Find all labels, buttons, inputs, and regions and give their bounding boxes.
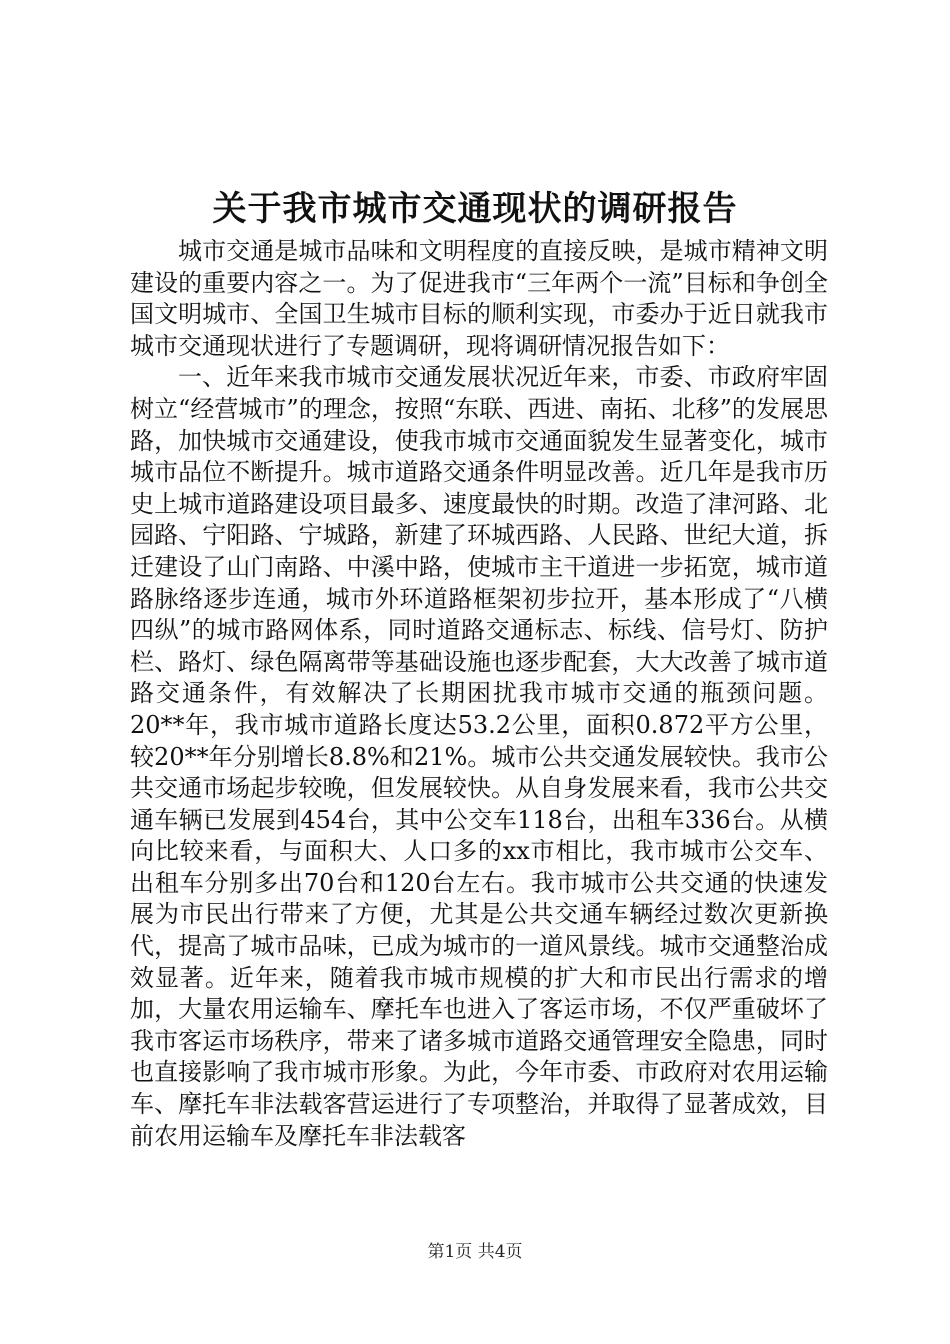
document-title: 关于我市城市交通现状的调研报告	[212, 189, 738, 229]
section-one-paragraph: 一、近年来我市城市交通发展状况近年来，市委、市政府牢固树立“经营城市”的理念，按照“东联、西进、南拓、北移”的发展思路，加快城市交通建设，使我市城市交通面貌发生显著变化，城市城市品位不断提升。城市道路交通条件明显改善。近几年是我市历史上城市道路建设项目最多、速度最快的时期。改造了津河路、北园路、宁阳路、宁城路，新建了环城西路、人民路、世纪大道，拆迁建设了山门南路、中溪中路，使城市主干道进一步拓宽，城市道路脉络逐步连通，城市外环道路框架初步拉开，基本形成了“八横四纵”的城市路网体系，同时道路交通标志、标线、信号灯、防护栏、路灯、绿色隔离带等基础设施也逐步配套，大大改善了城市道路交通条件，有效解决了长期困扰我市城市交通的瓶颈问题。20**年，我市城市道路长度达53.2公里，面积0.872平方公里，较20**年分别增长8.8%和21%。城市公共交通发展较快。我市公共交通市场起步较晚，但发展较快。从自身发展来看，我市公共交通车辆已发展到454台，其中公交车118台，出租车336台。从横向比较来看，与面积大、人口多的xx市相比，我市城市公交车、出租车分别多出70台和120台左右。我市城市公共交通的快速发展为市民出行带来了方便，尤其是公共交通车辆经过数次更新换代，提高了城市品味，已成为城市的一道风景线。城市交通整治成效显著。近年来，随着我市城市规模的扩大和市民出行需求的增加，大量农用运输车、摩托车也进入了客运市场，不仅严重破坏了我市客运市场秩序，带来了诸多城市道路交通管理安全隐患，同时也直接影响了我市城市形象。为此，今年市委、市政府对农用运输车、摩托车非法载客营运进行了专项整治，并取得了显著成效，目前农用运输车及摩托车非法载客	[130, 363, 828, 1150]
page-footer: 第1页 共4页	[427, 1242, 523, 1262]
document-body	[130, 236, 828, 1152]
intro-paragraph: 城市交通是城市品味和文明程度的直接反映，是城市精神文明建设的重要内容之一。为了促进我市“三年两个一流”目标和争创全国文明城市、全国卫生城市目标的顺利实现，市委办于近日就我市城市交通现状进行了专题调研，现将调研情况报告如下：	[130, 237, 828, 360]
